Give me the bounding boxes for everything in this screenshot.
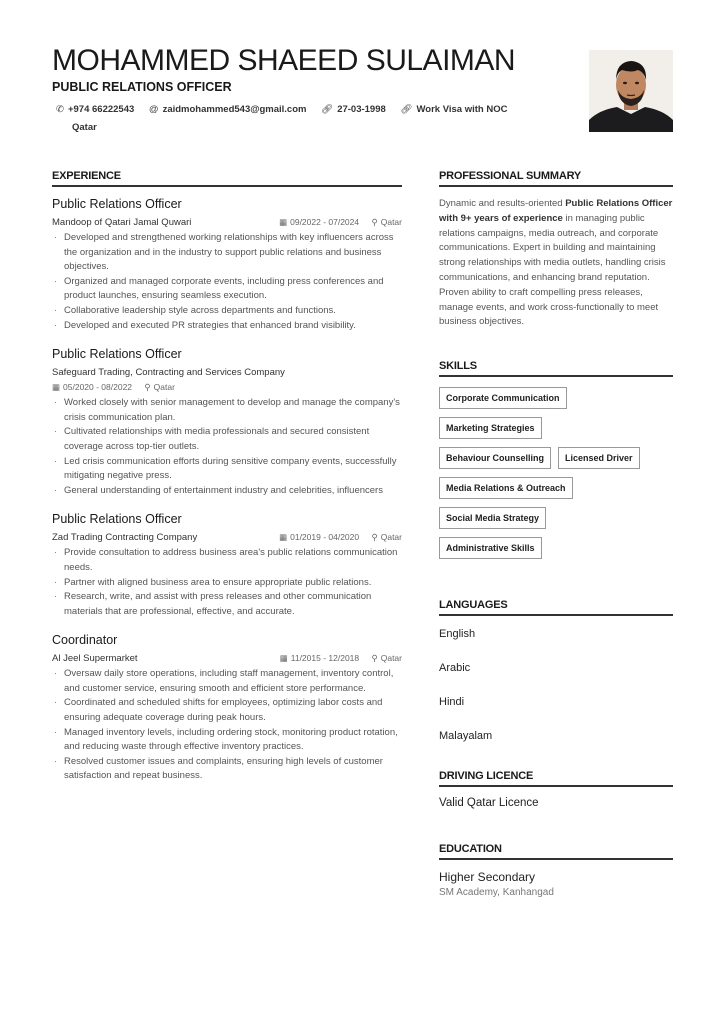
job-bullet: · General understanding of entertainment industry and celebrities, influencers — [52, 484, 402, 499]
calendar-icon: ▦ — [279, 653, 288, 664]
job-title: Public Relations Officer — [52, 347, 182, 362]
sidebar-column — [439, 170, 673, 898]
job-bullet: · Research, write, and assist with press releases and other communication materials that are professional, effective, and accurate. — [52, 590, 402, 619]
job-bullet: · Provide consultation to address business area's public relations communication needs. — [52, 546, 402, 575]
skill-tag: Administrative Skills — [439, 537, 542, 559]
contact-visa-country: Qatar — [72, 122, 97, 133]
job-meta — [52, 532, 402, 543]
language-item: Malayalam — [439, 730, 493, 743]
job-bullets — [52, 231, 402, 333]
job-bullet: · Developed and strengthened working relationships with key influencers across the organization and in the industry to support public relations and business objectives. — [52, 231, 402, 275]
link-icon: 🔗︎ — [321, 104, 334, 115]
job-location: Qatar — [153, 382, 175, 393]
language-item: Hindi — [439, 696, 465, 709]
job-dates: 11/2015 - 12/2018 — [290, 653, 360, 664]
job-bullet: · Partner with aligned business area to ensure appropriate public relations. — [52, 576, 402, 591]
contact-visa: 🔗︎ Work Visa with NOC — [400, 104, 508, 115]
job-bullet: · Coordinated and scheduled shifts for employees, optimizing labor costs and ensuring adequate coverage during peak hours. — [52, 696, 402, 725]
education-degree: Higher Secondary — [439, 870, 536, 885]
location-pin-icon: ⚲ — [371, 217, 378, 227]
job-entry — [52, 197, 402, 333]
language-item: Arabic — [439, 662, 471, 675]
job-location: Qatar — [380, 532, 402, 543]
calendar-icon: ▦ — [279, 532, 288, 543]
job-entry — [52, 347, 402, 498]
calendar-icon: ▦ — [52, 382, 61, 393]
job-company: Safeguard Trading, Contracting and Services Company — [52, 367, 285, 379]
languages-list — [439, 626, 673, 762]
job-title: Public Relations Officer — [52, 512, 182, 527]
profile-photo-image — [589, 50, 673, 132]
language-item: English — [439, 628, 476, 641]
job-bullet: · Managed inventory levels, including ordering stock, monitoring product rotation, and reducing waste through effective inventory practices. — [52, 726, 402, 755]
job-dates: 05/2020 - 08/2022 — [63, 382, 133, 393]
skill-tag: Media Relations & Outreach — [439, 477, 573, 499]
job-bullet: · Resolved customer issues and complaints, ensuring high levels of customer satisfaction and repeat business. — [52, 755, 402, 784]
job-title: Public Relations Officer — [52, 197, 182, 211]
phone-icon: ✆ — [56, 104, 64, 115]
job-bullet: · Oversaw daily store operations, including staff management, inventory control, and customer service, ensuring smooth and efficient store performance. — [52, 667, 402, 696]
languages-heading: LANGUAGES — [439, 599, 673, 616]
at-icon: @ — [148, 104, 159, 115]
job-bullet: · Led crisis communication efforts during sensitive company events, successfully mitigating negative press. — [52, 455, 402, 484]
job-location: Qatar — [380, 217, 402, 227]
candidate-role: PUBLIC RELATIONS OFFICER — [52, 80, 232, 94]
experience-column — [52, 170, 402, 798]
job-entry — [52, 633, 402, 784]
job-bullets — [52, 546, 402, 619]
skills-list — [439, 387, 673, 559]
profile-photo — [589, 50, 673, 132]
job-meta — [52, 217, 402, 228]
contact-email[interactable]: @ zaidmohammed543@gmail.com — [148, 104, 307, 115]
job-company: Zad Trading Contracting Company — [52, 532, 198, 544]
job-bullet: · Worked closely with senior management to develop and manage the company's crisis communication plan. — [52, 396, 402, 425]
driving-licence-value: Valid Qatar Licence — [439, 797, 539, 810]
contact-phone: ✆ +974 66222543 — [56, 104, 135, 115]
job-meta — [52, 367, 402, 393]
job-title: Coordinator — [52, 633, 118, 648]
link-icon: 🔗︎ — [400, 104, 413, 115]
skill-tag: Behaviour Counselling — [439, 447, 551, 469]
job-bullets — [52, 396, 402, 498]
job-bullet: · Organized and managed corporate events, including press conferences and product launches, ensuring seamless execution. — [52, 275, 402, 304]
candidate-name: MOHAMMED SHAEED SULAIMAN — [52, 44, 516, 77]
education-school: SM Academy, Kanhangad — [439, 887, 554, 899]
job-dates: 09/2022 - 07/2024 — [290, 217, 360, 227]
job-bullet: · Cultivated relationships with media professionals and secured consistent coverage across top-tier outlets. — [52, 425, 402, 454]
job-bullets — [52, 667, 402, 784]
skill-tag: Licensed Driver — [558, 447, 640, 469]
skills-heading: SKILLS — [439, 360, 673, 377]
job-company: Mandoop of Qatari Jamal Quwari — [52, 217, 192, 228]
education-heading: EDUCATION — [439, 843, 673, 860]
experience-heading: EXPERIENCE — [52, 170, 402, 187]
job-bullet: · Collaborative leadership style across departments and functions. — [52, 304, 402, 319]
summary-text: Dynamic and results-oriented Public Relations Officer with 9+ years of experience in managing public relations campaigns, media outreach, and corporate communications. Expert in building and maintaining strong relationships with media outlets, handling crisis communications, and enhancing brand reputation. Proven ability to craft compelling press releases, manage events, and work cross-functionally to meet business objectives. — [439, 198, 673, 328]
contact-info — [56, 101, 576, 137]
location-pin-icon: ⚲ — [371, 532, 378, 543]
summary-heading: PROFESSIONAL SUMMARY — [439, 170, 673, 187]
skill-tag: Social Media Strategy — [439, 507, 546, 529]
job-dates: 01/2019 - 04/2020 — [290, 532, 360, 543]
skill-tag: Corporate Communication — [439, 387, 567, 409]
job-entry — [52, 512, 402, 619]
job-company: Al Jeel Supermarket — [52, 653, 138, 665]
location-pin-icon: ⚲ — [371, 653, 378, 664]
driving-licence-heading: DRIVING LICENCE — [439, 770, 673, 787]
job-bullet: · Developed and executed PR strategies that enhanced brand visibility. — [52, 319, 402, 334]
location-pin-icon: ⚲ — [144, 382, 151, 393]
calendar-icon: ▦ — [279, 217, 288, 227]
job-location: Qatar — [380, 653, 402, 664]
job-meta — [52, 653, 402, 664]
skill-tag: Marketing Strategies — [439, 417, 542, 439]
contact-dob: 🔗︎ 27-03-1998 — [321, 104, 386, 115]
